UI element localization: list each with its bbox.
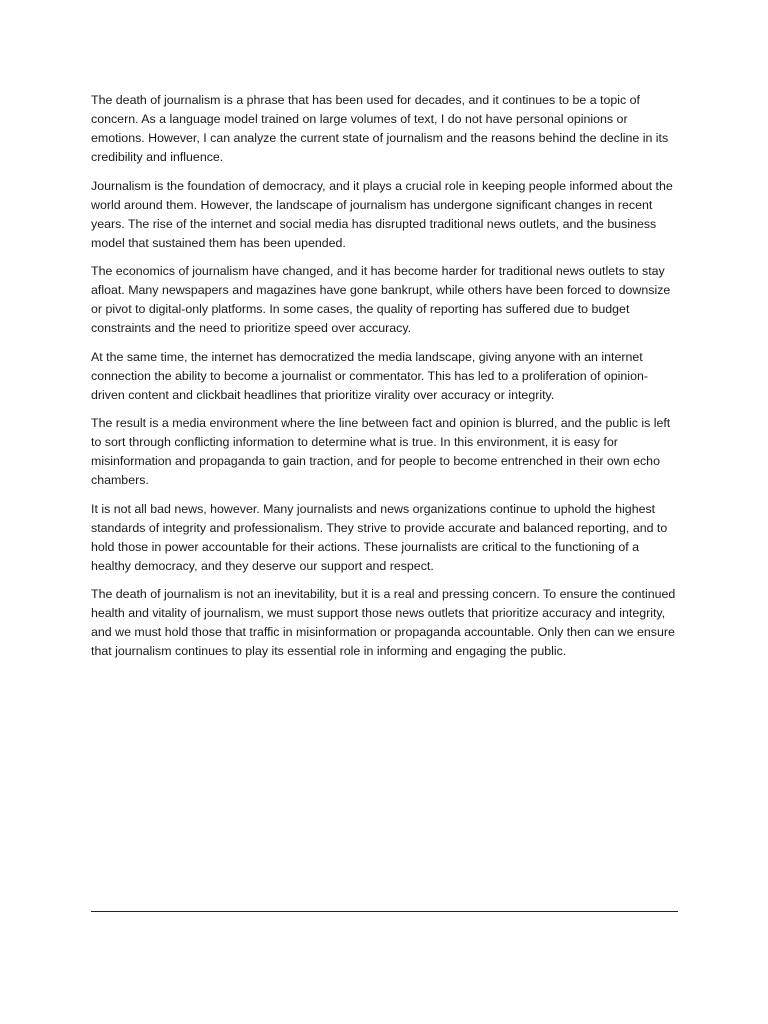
paragraph-5: The result is a media environment where the line between fact and opinion is blurred, and the public is left to sort through conflicting information to determine what is true. In this environment, it is easy for misinformation and propaganda to gain traction, and for people to become entrenched in their own echo chambers. xyxy=(91,416,671,487)
paragraph-6: It is not all bad news, however. Many journalists and news organizations continue to uphold the highest standards of integrity and professionalism. They strive to provide accurate and balanced reporting, and to hold those in power accountable for their actions. These journalists are critical to the functioning of a healthy democracy, and they deserve our support and respect. xyxy=(91,501,668,573)
paragraph-1: The death of journalism is a phrase that has been used for decades, and it continues to be a topic of concern. As a language model trained on large volumes of text, I do not have personal opinions or emotions. However, I can analyze the current state of journalism and the reasons behind the decline in its credibility and influence. xyxy=(91,93,669,164)
paragraph-3: The economics of journalism have changed, and it has become harder for traditional news outlets to stay afloat. Many newspapers and magazines have gone bankrupt, while others have been forced to downsize or pivot to digital-only platforms. In some cases, the quality of reporting has suffered due to budget constraints and the need to prioritize speed over accuracy. xyxy=(91,264,671,335)
paragraph-2: Journalism is the foundation of democracy, and it plays a crucial role in keeping people informed about the world around them. However, the landscape of journalism has undergone significant changes in recent years. The rise of the internet and social media has disrupted traditional news outlets, and the business model that sustained them has been upended. xyxy=(91,178,673,250)
paragraph-4: At the same time, the internet has democratized the media landscape, giving anyone with an internet connection the ability to become a journalist or commentator. This has led to a proliferation of opinion-driven content and clickbait headlines that prioritize virality over accuracy or integrity. xyxy=(91,349,648,402)
document-body xyxy=(91,91,681,671)
paragraph-7: The death of journalism is not an inevitability, but it is a real and pressing concern. To ensure the continued health and vitality of journalism, we must support those news outlets that prioritize accuracy and integrity, and we must hold those that traffic in misinformation or propaganda accountable. Only then can we ensure that journalism continues to play its essential role in informing and engaging the public. xyxy=(91,587,676,658)
footer-divider xyxy=(91,911,678,912)
